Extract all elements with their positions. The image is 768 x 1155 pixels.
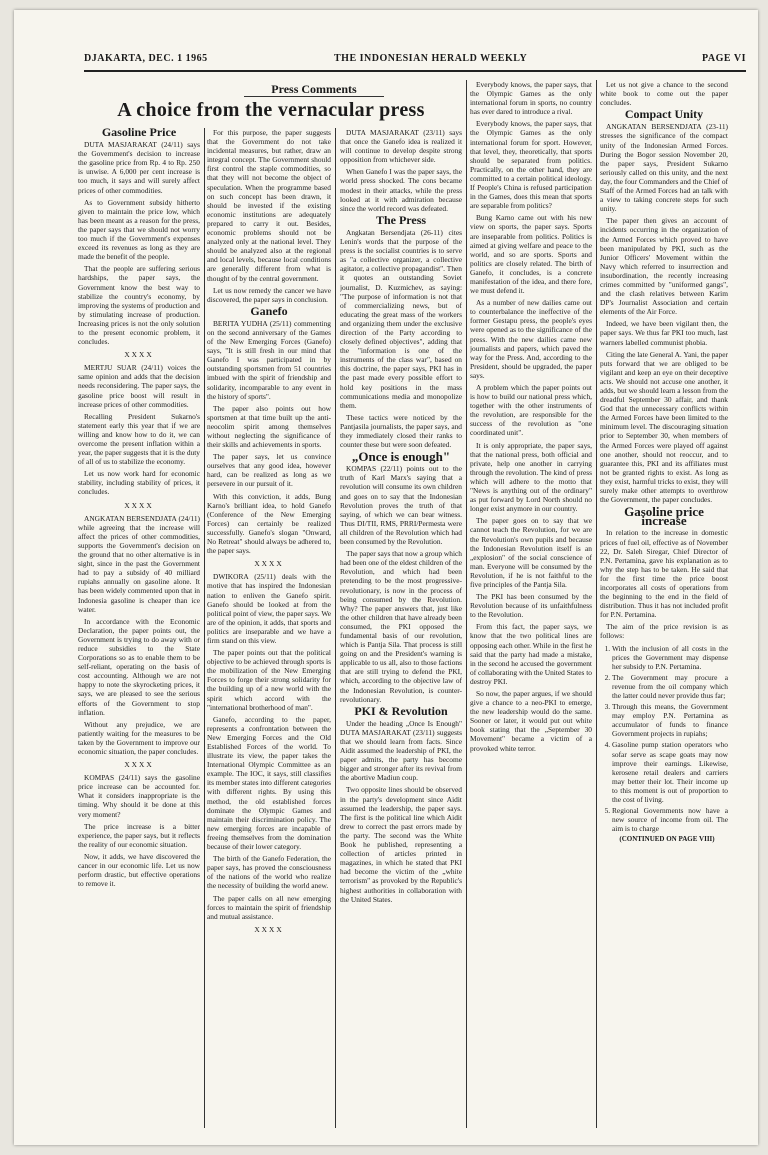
article-paragraph: ANGKATAN BERSENDJATA (23-11) stresses the significance of the compact unity of the Indonesian Armed Forces. During the Bogor session November 20, the paper says, President Sukarno seriously called on this unity, and the next day, the four Commanders and the Chief of Staff of the Armed Forces had an talk with a view to taking concrete steps for such unity. [600, 122, 728, 214]
column-5 [600, 80, 728, 1128]
article-paragraph: Let us now work hard for economic stability, including stability of prices, it concludes. [78, 469, 200, 497]
column-1 [78, 128, 200, 1128]
column-divider [204, 128, 205, 1128]
list-item: 2. The Government may procure a revenue from the oil company which the latter could never provide thus far; [612, 673, 728, 700]
the-press-heading: The Press [375, 212, 427, 227]
masthead-date: DJAKARTA, DEC. 1 1965 [84, 53, 208, 64]
masthead-page: PAGE VI [702, 53, 746, 64]
article-paragraph: The paper says, let us convince ourselves that any good idea, however hard, can be realized as long as we persevere in our pursuit of it. [207, 452, 331, 489]
article-paragraph: Let us not give a chance to the second white book to come out the paper concludes. [600, 80, 728, 108]
article-paragraph: ANGKATAN BERSENDJATA (24/11) while agreeing that the increase will affect the prices of other commodities, supports the Government's decision on the ground that no other alternative is in sight, since in the past the Government had to pay a subsidy of 40 milliard rupiahs annually on gasoline alone. It has been widely commented upon that in Indonesia gasoline is cheaper than ice water. [78, 513, 200, 614]
article-paragraph: A problem which the paper points out is how to build our national press which, together with the other instruments of the revolution, are responsible for the success of the revolution as "one coordinated unit". [470, 383, 592, 438]
article-paragraph: Everybody knows, the paper says, that the Olympic Games as the only international forum in sports, no country has ever dared to introduce a rival. [470, 80, 592, 117]
masthead [84, 50, 746, 72]
article-paragraph: Now, it adds, we have discovered the cancer in our economic life. Let us now perform drastic, but effective operations to remove it. [78, 851, 200, 889]
column-divider [596, 80, 597, 1128]
article-paragraph: The paper also points out how sportsmen at that time built up the anti-neocolim spirit among themselves without neglecting the significance of their skills and achievements in sports. [207, 403, 331, 450]
aims-list [600, 644, 728, 834]
separator: XXXX [124, 760, 154, 770]
article-paragraph: The birth of the Ganefo Federation, the paper says, has proved the consciousness of the nations of the world who realize the necessity of building the world anew. [207, 854, 331, 891]
article-paragraph: Citing the late General A. Yani, the paper puts forward that we are obliged to be vigilant and keep an eye on their deceptive acts. We should not accuse one another, it adds, but we should learn a lesson from the dreadful September 30 affair, and thank God that the unnecessary conflicts within the Armed Forces have been limited to the minimum level. The discouraging situation prior to September 30, when members of the Armed Forces were played off against one another, should not reoccur, and to guarantee this, PKI and its affiliates must not be granted rights to exist. As long as they exist, harmful tricks to exist, they will surely make other attempts to overthrow the Government, the paper concludes. [600, 349, 728, 505]
article-paragraph: DUTA MASJARAKAT (24/11) says the Government's decision to increase the gasoline price from Rp. 4 to Rp. 250 is unwise. A 6,000 per cent increase is too much, it says and will surely affect prices of other commodities. [78, 140, 200, 195]
article-paragraph: Without any prejudice, we are patiently waiting for the measures to be taken by the Government to improve our economic situation, the paper concludes. [78, 719, 200, 756]
article-paragraph: Recalling President Sukarno's statement early this year that if we are willing and know how to do it, we can overcome the present inflation within a year, the paper suggests that it is the duty of all of us to stabilize the economy. [78, 411, 200, 467]
section-title: Press Comments [271, 82, 357, 96]
column-4 [470, 80, 592, 1128]
column-3 [340, 128, 462, 1128]
compact-unity-heading: Compact Unity [624, 107, 704, 122]
separator: XXXX [254, 559, 284, 569]
separator: XXXX [124, 350, 154, 360]
separator: XXXX [124, 500, 154, 510]
article-paragraph: Angkatan Bersendjata (26-11) cites Lenin's words that the purpose of the press is the socialist countries is to serve as "a collective organizer, a collective agitator, a collective propagandist". Then it quotes an outstanding Soviet journalist, D. Kuzmichev, as saying: "The purpose of information is not that of commercializing news, but of educating the great mass of the workers and organizing them under the exclusive direction of the Party according to closely defined objectives", adding that the "information is one of the instruments of the class war", based on this doctrine, the paper says, PKI has in the past made every possible effort to hold key positions in the mass communications media and monopolize them. [340, 227, 462, 410]
article-paragraph: With this conviction, it adds, Bung Karno's brilliant idea, to hold Ganefo (Conference of the New Emerging Forces) can certainly be realized successfully. Ganefo's slogan "Onward, No Retreat" should always be adhered to, the paper says. [207, 491, 331, 556]
article-paragraph: That the people are suffering serious hardships, the paper says, the Government know the best way to stabilize the country's economy, by improving the systems of production and by stimulating increase of production. Increasing prices is not the only solution to the present economic problem, it concludes. [78, 264, 200, 347]
ganefo-heading: Ganefo [250, 303, 288, 318]
article-paragraph: Indeed, we have been vigilant then, the paper says. We thus far PKI too much, last warners labelled communist phobia. [600, 319, 728, 347]
gasoline-price-heading: Gasoline Price [101, 128, 177, 139]
pki-revolution-heading: PKI & Revolution [354, 703, 448, 718]
article-paragraph: In accordance with the Economic Declaration, the paper points out, the Government is trying to do away with or reduce subsidies to the State Corporations so as to enable them to be self-reliant, operating on the basis of cost accounting. Although we are not happy to note the skyrocketing prices, it says, we are pleased to see the serious efforts of the Government to stop inflation. [78, 616, 200, 717]
column-divider [335, 128, 336, 1128]
article-paragraph: It is only appropriate, the paper says, that the national press, both official and private, help one another in carrying through the revolution. The kind of press which will adhere to the motto that "News is anything out of the ordinary" as put forward by Lord North should no longer exist anymore in our country. [470, 440, 592, 514]
article-paragraph: For this purpose, the paper suggests that the Government do not take incidental measures, but rather, draw an integral concept. The Government should first control the staple commodities, so that they will not become the object of speculation. When the programme based on such concept has been drawn, it should be invested if the existing economic institutions are adequately prepared to carry it out. Besides, economic problems should not be analyzed only at the national level. They should be analyzed also at the regional and local levels, because local conditions are generally different from what is thought of by the central government. [207, 128, 331, 283]
separator: XXXX [254, 924, 284, 934]
article-paragraph: The paper goes on to say that we cannot teach the Revolution, for we are the Revolution's own pupils and because the Indonesian Revolution itself is an „explosion" of the social conscience of man. Everyone will be consumed by the Revolution, if he is not faithful to the five principles of the Pantja Sila. [470, 516, 592, 589]
article-paragraph: Let us now remedy the cancer we have discovered, the paper says in conclusion. [207, 285, 331, 304]
article-paragraph: Ganefo, according to the paper, represents a confrontation between the New Emerging Forces and the Old Established Forces of the world. To illustrate its view, the paper takes the International Olympic Committee as an example. The IOC, it says, still classifies its member states into different categories with different rights. By using this method, the old established forces dominate the Olympic Games and maintain their discrimination policy. The new emerging forces are incapable of freeing themselves from the domination because of their lower category. [207, 714, 331, 852]
column-2 [207, 128, 331, 1128]
gasoline-price-increase-heading: Gasoline price increase [624, 504, 704, 529]
article-paragraph: In relation to the increase in domestic prices of fuel oil, effective as of November 22, Dr. Saleh Siregar, Chief Director of P.N. Pertamina, gave his explanation as to why the step has to be taken. He said that for the first time the price boost incorporates all costs of operations from the beginning to the end in the field of distribution. Thus it has not included profit for P.N. Pertamina. [600, 528, 728, 620]
list-item: 4. Gasoline pump station operators who sofar serve as scape goats may now improve their earnings. Likewise, kerosene retail dealers and carriers may better their lot. Their income up to this moment is out of proportion to the cost of living. [612, 740, 728, 804]
article-paragraph: The paper then gives an account of incidents occurring in the organization of the Armed Forces which proved to have been manipulated by PKI, such as the Junior Officers' Movement within the Navy which referred to insurrection and insubordination, the recently increasing crimes committed by "uniformed gangs", and the clash relatives between Karim DP's Journalist Association and certain elements of the Air Force. [600, 216, 728, 317]
article-paragraph: When Ganefo I was the paper says, the world press shocked. The cons became modest in their attacks, while the press looked at it with admiration because since the world record was defeated. [340, 167, 462, 213]
article-paragraph: KOMPAS (22/11) points out to the truth of Karl Marx's saying that a revolution will consume its own children and goes on to say that the Indonesian Revolution proves the truth of that saying, of which we can bear witness. Thus DI/TII, RMS, PRRI/Permesta were all children of the Revolution which had been consumed by the Revolution. [340, 464, 462, 547]
article-paragraph: The aim of the price revision is as follows: [600, 622, 728, 641]
headline: A choice from the vernacular press [117, 99, 425, 121]
article-paragraph: These tactics were noticed by the Pantjasila journalists, the paper says, and they immediately closed their ranks to counter these but were soon defeated. [340, 412, 462, 450]
article-paragraph: Everybody knows, the paper says, that the Olympic Games as the only international forum for sport. However, that level, they, theoretically, that sports should be separated from politics. Practically, on the other hand, they are committed to a certain political ideology. If People's China is refused participation in the Games, does this mean that sports are separable from politics? [470, 119, 592, 211]
continued-note: (CONTINUED ON PAGE VIII) [619, 835, 715, 844]
article-paragraph: Under the heading „Once Is Enough" DUTA MASJARAKAT (23/11) suggests that we should learn from facts. Since Aidit assumed the leadership of PKI, the paper admits, the party has become bigger and stronger after its revival from the abortive Madiun coup. [340, 718, 462, 783]
article-paragraph: As to Government subsidy hitherto given to maintain the price low, which has been meant as a reason for the press, the paper says that we should not worry too much if the Government's expenses exceed its revenues as long as they are made the benefit of the people. [78, 197, 200, 262]
masthead-title: THE INDONESIAN HERALD WEEKLY [334, 53, 528, 64]
article-paragraph: So now, the paper argues, if we should give a chance to a neo-PKI to emerge, the new leadership would do the same. Sooner or later, it would put out white book stating that the „September 30 Movement" became a victim of a provoked white terror. [470, 689, 592, 753]
list-item: 1. With the inclusion of all costs in the prices the Government may dispense her subsidy to P.N. Pertamina. [612, 644, 728, 671]
list-item: 5. Regional Governments now have a new source of income from oil. The aim is to charge [612, 806, 728, 833]
article-paragraph: BERITA YUDHA (25/11) commenting on the second anniversary of the Games of the New Emerging Forces (Ganefo) says, "It is still fresh in our mind that Ganefo I was participated in by outstanding sportsmen from 51 countries imbued with the spirit of friendship and solidarity, incomparable to any event in the history of sports". [207, 318, 331, 401]
article-paragraph: The price increase is a bitter experience, the paper says, but it reflects the reality of our economic situation. [78, 821, 200, 849]
article-paragraph: Bung Karno came out with his new view on sports, the paper says. Sports are inseparable from politics. Politics is aimed at giving welfare and peace to the world, and so are sports. Sports and politics are closely related. The birth of Ganefo, it concludes, is a concrete manifestation of the idea, and there fore, we must defend it. [470, 213, 592, 296]
article-paragraph: Two opposite lines should be observed in the party's development since Aidit assumed the leadership, the paper says. The first is the political line which Aidit drew to correct the past errors made by the party. The second was the White Book he published, representing a collection of articles printed in magazines, in which he stated that PKI had become the victim of the „white terrorism" as provoked by the Republic's highest authorities in collaboration with the United States. [340, 785, 462, 904]
article-paragraph: As a number of new dailies came out to counterbalance the ineffective of the former Gestapu press, the people's eyes were opened as to the significance of the press. With the new dailies came new journalists and papers, which paved the way for the Press. And, according to the President, should be upgraded, the paper says. [470, 298, 592, 380]
article-paragraph: From this fact, the paper says, we know that the two political lines are opposing each other. While in the first he said that the party had made a mistake, in the second he accused the government of collaborating with the United States to destroy PKI. [470, 622, 592, 686]
section-rule [244, 96, 384, 97]
article-paragraph: DUTA MASJARAKAT (23/11) says that once the Ganefo idea is realized it will continue to develop despite strong opposition from whichever side. [340, 128, 462, 165]
article-paragraph: The PKI has been consumed by the Revolution because of its unfaithfulness to the Revolution. [470, 592, 592, 620]
article-paragraph: DWIKORA (25/11) deals with the motive that has inspired the Indonesian nation to enliven the Ganefo spirit. Ganefo should be looked at from the political point of view, the paper says. We are of the opinion, it adds, that sports and politics are inseparable and we have a firm stand on this view. [207, 572, 331, 645]
once-is-enough-heading: „Once is enough" [351, 449, 451, 465]
article-paragraph: MERTJU SUAR (24/11) voices the same opinion and adds that the decision needs reconsidering. The paper says, the gasoline price boost will result in increase prices of other commodities. [78, 363, 200, 409]
article-paragraph: KOMPAS (24/11) says the gasoline price increase can be accounted for. What it considers inappropriate is the timing. Why should it be done at this very moment? [78, 773, 200, 819]
article-paragraph: The paper says that now a group which had been one of the eldest children of the Revolution, and which had been pretending to be the most progressive-revolutionary, is now in the process of being consumed by the Revolution. Why? The paper answers that, just like the other children that have already been consumed, the PKI opposed the fundamental basis of our revolution, which is Pantja Sila. That process is still going on and the President's warning is applicable to us all, also to those factions that are still trying to defend the PKI, which, according to the objective law of the Indonesian Revolution, is counter-revolutionary. [340, 549, 462, 704]
article-paragraph: The paper calls on all new emerging forces to maintain the spirit of friendship and mutual assistance. [207, 893, 331, 921]
column-divider [466, 80, 467, 1128]
article-paragraph: The paper points out that the political objective to be achieved through sports is the mobilization of the New Emerging Forces to forge their strong solidarity for the building up of a new world with the spirit which accord with the "international brotherhood of man". [207, 648, 331, 712]
newspaper-page [14, 10, 758, 1145]
list-item: 3. Through this means, the Government may employ P.N. Pertamina as accumulator of funds to finance Government projects in rupiahs; [612, 702, 728, 738]
